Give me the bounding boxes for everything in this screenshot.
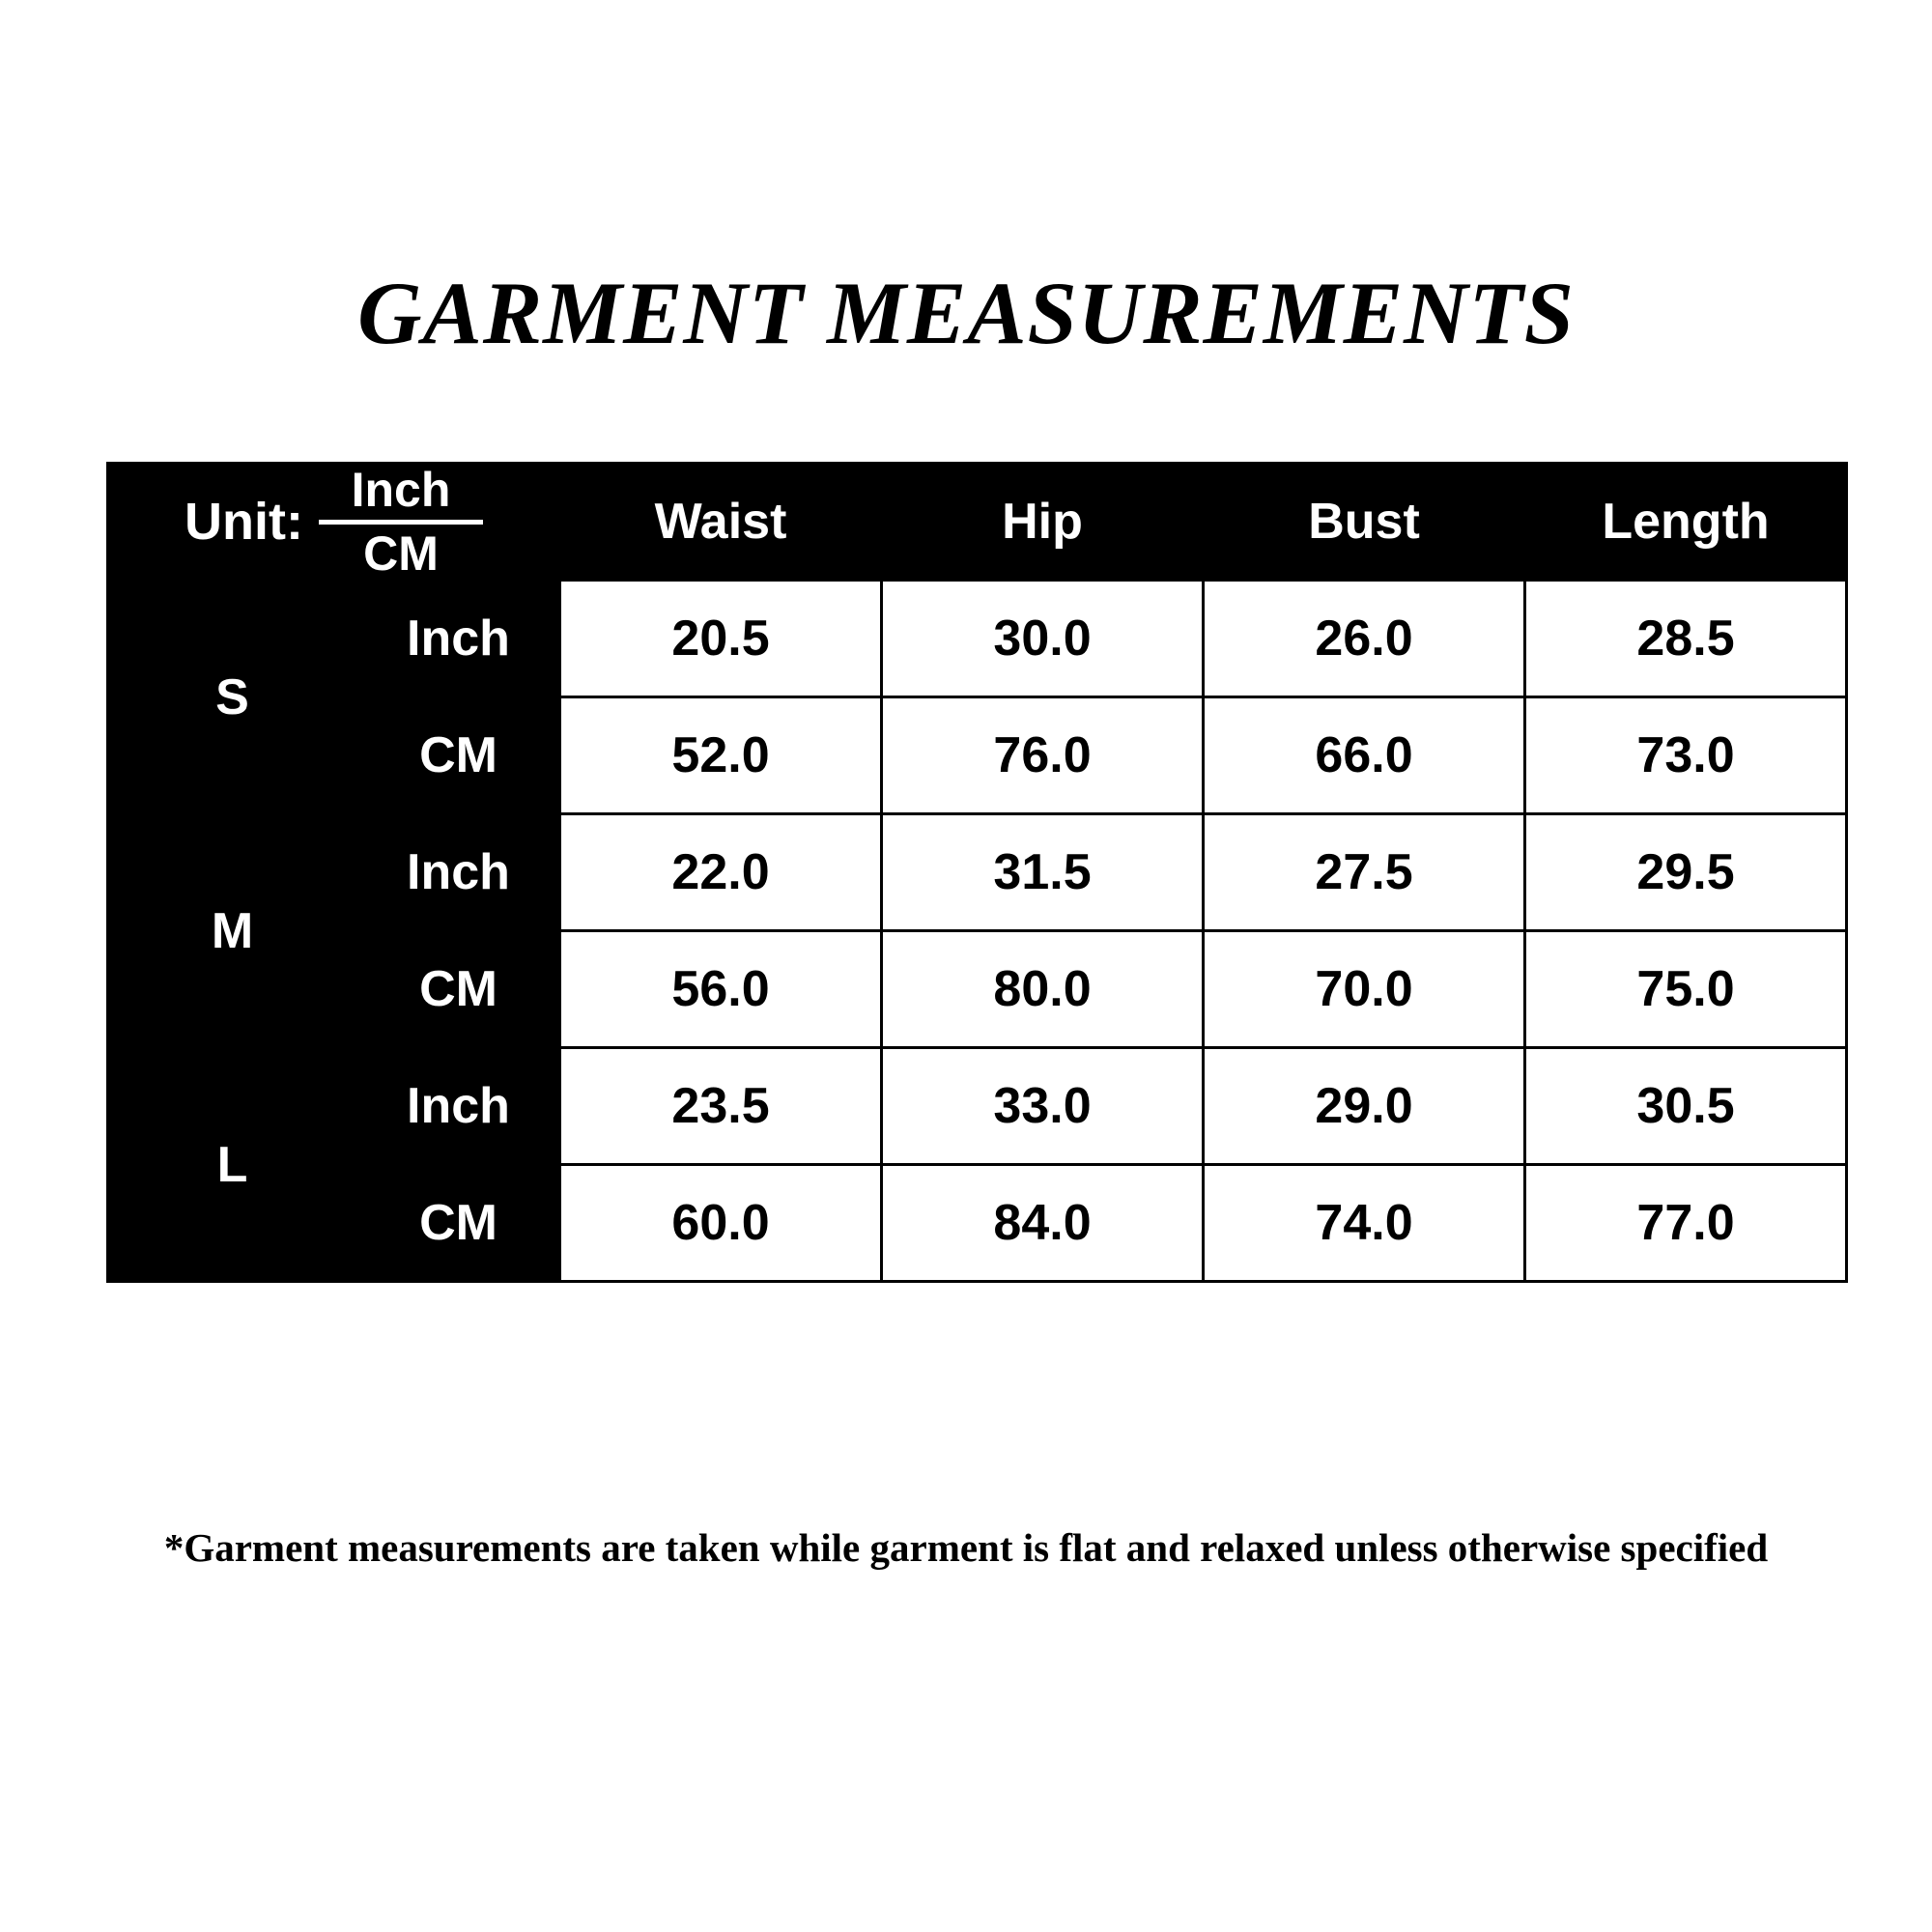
value-m-cm-length: 75.0 (1525, 931, 1847, 1048)
table-row (108, 814, 1847, 931)
unit-cell-s-cm: CM (357, 697, 560, 814)
unit-cell-m-inch: Inch (357, 814, 560, 931)
table-row (108, 581, 1847, 697)
size-label-m: M (108, 814, 357, 1048)
value-l-cm-hip: 84.0 (882, 1165, 1204, 1282)
value-m-inch-hip: 31.5 (882, 814, 1204, 931)
measurements-table-wrapper (106, 462, 1845, 1283)
value-s-inch-length: 28.5 (1525, 581, 1847, 697)
unit-cell-l-inch: Inch (357, 1048, 560, 1165)
column-header-waist: Waist (560, 464, 882, 581)
size-label-l: L (108, 1048, 357, 1282)
value-m-inch-waist: 22.0 (560, 814, 882, 931)
table-row (108, 697, 1847, 814)
page-title: GARMENT MEASUREMENTS (357, 264, 1575, 362)
value-l-cm-length: 77.0 (1525, 1165, 1847, 1282)
value-l-inch-bust: 29.0 (1204, 1048, 1525, 1165)
unit-fraction-numerator: Inch (351, 463, 451, 517)
unit-fraction (319, 465, 483, 579)
table-row (108, 1165, 1847, 1282)
value-s-inch-waist: 20.5 (560, 581, 882, 697)
table-row (108, 1048, 1847, 1165)
column-header-hip: Hip (882, 464, 1204, 581)
unit-header-cell (108, 464, 560, 581)
value-m-cm-waist: 56.0 (560, 931, 882, 1048)
table-header-row (108, 464, 1847, 581)
value-s-cm-hip: 76.0 (882, 697, 1204, 814)
unit-fraction-denominator: CM (363, 526, 439, 581)
value-m-inch-length: 29.5 (1525, 814, 1847, 931)
value-l-cm-waist: 60.0 (560, 1165, 882, 1282)
value-s-inch-bust: 26.0 (1204, 581, 1525, 697)
column-header-length: Length (1525, 464, 1847, 581)
column-header-bust: Bust (1204, 464, 1525, 581)
value-m-cm-bust: 70.0 (1204, 931, 1525, 1048)
footnote: *Garment measurements are taken while garment is flat and relaxed unless otherwise specified (163, 1525, 1769, 1570)
value-m-inch-bust: 27.5 (1204, 814, 1525, 931)
unit-cell-l-cm: CM (357, 1165, 560, 1282)
value-s-inch-hip: 30.0 (882, 581, 1204, 697)
size-label-s: S (108, 581, 357, 814)
value-s-cm-bust: 66.0 (1204, 697, 1525, 814)
value-l-inch-hip: 33.0 (882, 1048, 1204, 1165)
value-l-inch-waist: 23.5 (560, 1048, 882, 1165)
table-row (108, 931, 1847, 1048)
unit-label: Unit: (185, 493, 303, 551)
value-s-cm-length: 73.0 (1525, 697, 1847, 814)
value-m-cm-hip: 80.0 (882, 931, 1204, 1048)
value-s-cm-waist: 52.0 (560, 697, 882, 814)
unit-cell-s-inch: Inch (357, 581, 560, 697)
value-l-inch-length: 30.5 (1525, 1048, 1847, 1165)
unit-cell-m-cm: CM (357, 931, 560, 1048)
measurements-table (106, 462, 1848, 1283)
value-l-cm-bust: 74.0 (1204, 1165, 1525, 1282)
